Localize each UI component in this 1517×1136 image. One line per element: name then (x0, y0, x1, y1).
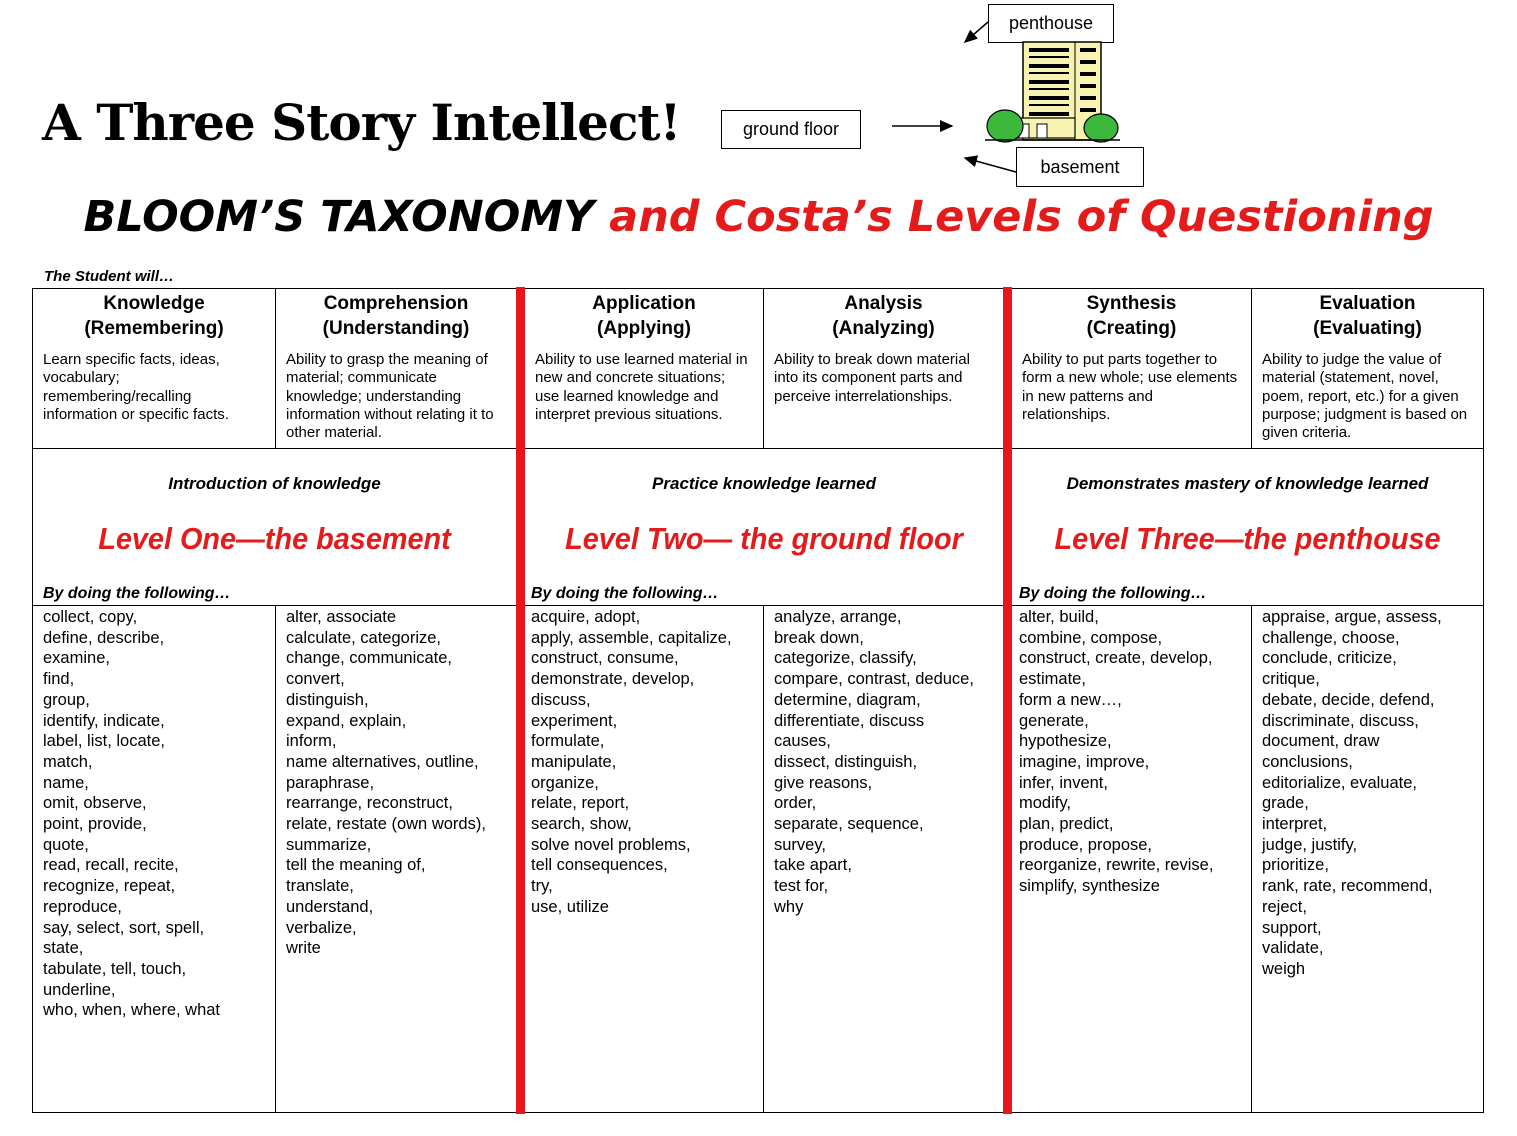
page-title: A Three Story Intellect! (42, 93, 681, 152)
list-item: modify, (1019, 794, 1071, 813)
list-item: debate, decide, defend, (1262, 690, 1435, 709)
column-evaluation (1252, 289, 1483, 442)
list-item: calculate, categorize, (286, 628, 442, 647)
list-item: take apart, (774, 856, 852, 875)
verbs-synthesis (1009, 607, 1251, 897)
column-alt-name: (Remembering) (84, 318, 224, 339)
list-item: editorialize, evaluate, (1262, 773, 1418, 792)
level-two-intro: Practice knowledge learned (652, 474, 876, 493)
list-item: acquire, adopt, (531, 608, 641, 626)
level-three-by-doing: By doing the following… (1019, 585, 1207, 602)
list-item: omit, observe, (43, 794, 147, 813)
list-item: conclude, criticize, (1262, 649, 1397, 668)
list-item: reproduce, (43, 897, 122, 916)
list-item: form a new…, (1019, 690, 1122, 709)
list-item: prioritize, (1262, 856, 1329, 875)
list-item: judge, justify, (1262, 835, 1358, 854)
list-item: search, show, (531, 815, 632, 834)
basement-label: basement (1016, 147, 1144, 187)
level-one-intro: Introduction of knowledge (168, 474, 381, 493)
subtitle-costa: and Costa’s Levels of Questioning (594, 192, 1434, 242)
list-item: relate, report, (531, 794, 630, 813)
list-item: break down, (774, 628, 864, 647)
list-item: label, list, locate, (43, 732, 165, 751)
column-name: Analysis (844, 293, 923, 314)
list-item: grade, (1262, 794, 1309, 813)
list-item: define, describe, (43, 628, 165, 647)
list-item: order, (774, 794, 817, 813)
verbs-analysis (764, 607, 1003, 918)
level-one-title: Level One—the basement (98, 521, 451, 556)
list-item: manipulate, (531, 752, 617, 771)
list-item: group, (43, 690, 90, 709)
list-item: combine, compose, (1019, 628, 1163, 647)
student-will-label: The Student will… (44, 268, 174, 285)
list-item: tell the meaning of, (286, 856, 426, 875)
list-item: interpret, (1262, 815, 1328, 834)
list-item: simplify, synthesize (1019, 877, 1160, 896)
column-analysis (764, 289, 1003, 406)
verbs-knowledge (33, 607, 275, 1021)
list-item: weigh (1262, 959, 1306, 978)
list-item: understand, (286, 897, 374, 916)
list-item: separate, sequence, (774, 815, 924, 834)
column-alt-name: (Creating) (1086, 318, 1177, 339)
list-item: discuss, (531, 690, 591, 709)
list-item: estimate, (1019, 670, 1086, 689)
column-alt-name: (Applying) (597, 318, 691, 339)
list-item: use, utilize (531, 897, 609, 916)
list-item: construct, create, develop, (1019, 649, 1213, 668)
list-item: challenge, choose, (1262, 628, 1400, 647)
list-item: read, recall, recite, (43, 856, 179, 875)
column-description: Ability to put parts together to form a new whole; use elements in new patterns and relationships. (1022, 351, 1238, 423)
verbs-evaluation (1252, 607, 1483, 980)
list-item: discriminate, discuss, (1262, 711, 1419, 730)
column-alt-name: (Analyzing) (832, 318, 935, 339)
column-description: Ability to judge the value of material (statement, novel, poem, report, etc.) for a given purpose; judgment is based on given criteria. (1262, 351, 1468, 442)
column-name: Synthesis (1086, 293, 1177, 314)
list-item: generate, (1019, 711, 1089, 730)
column-name: Evaluation (1319, 293, 1416, 314)
verbs-comprehension (276, 607, 516, 959)
list-item: point, provide, (43, 815, 147, 834)
list-item: demonstrate, develop, (531, 670, 695, 689)
list-item: compare, contrast, deduce, (774, 670, 974, 689)
list-item: causes, (774, 732, 831, 751)
column-name: Application (592, 293, 696, 314)
list-item: change, communicate, (286, 649, 453, 668)
column-description: Learn specific facts, ideas, vocabulary; remembering/recalling information or specific facts. (43, 351, 229, 423)
list-item: translate, (286, 877, 354, 896)
list-item: summarize, (286, 835, 372, 854)
column-knowledge (33, 289, 275, 424)
level-three-title: Level Three—the penthouse (1054, 521, 1441, 556)
list-item: rearrange, reconstruct, (286, 794, 453, 813)
list-item: construct, consume, (531, 649, 679, 668)
list-item: state, (43, 939, 84, 958)
list-item: hypothesize, (1019, 732, 1112, 751)
list-item: support, (1262, 918, 1322, 937)
level-two-by-doing: By doing the following… (531, 585, 719, 602)
list-item: match, (43, 752, 93, 771)
list-item: underline, (43, 980, 116, 999)
level-three-intro: Demonstrates mastery of knowledge learned (1066, 474, 1429, 493)
column-description: Ability to use learned material in new and concrete situations; use learned knowledge and interpret previous situations. (535, 351, 748, 423)
list-item: tell consequences, (531, 856, 668, 875)
subtitle-bloom: BLOOM’S TAXONOMY (83, 192, 595, 242)
list-item: alter, build, (1019, 608, 1099, 626)
list-item: rank, rate, recommend, (1262, 877, 1433, 896)
list-item: say, select, sort, spell, (43, 918, 205, 937)
list-item: experiment, (531, 711, 618, 730)
list-item: name alternatives, outline, (286, 752, 479, 771)
list-item: quote, (43, 835, 89, 854)
list-item: survey, (774, 835, 826, 854)
list-item: determine, diagram, (774, 690, 921, 709)
list-item: expand, explain, (286, 711, 407, 730)
list-item: categorize, classify, (774, 649, 917, 668)
column-synthesis (1012, 289, 1251, 424)
arrow-icon (0, 0, 1517, 200)
list-item: dissect, distinguish, (774, 752, 918, 771)
list-item: reorganize, rewrite, revise, (1019, 856, 1214, 875)
column-description: Ability to grasp the meaning of material; communicate knowledge; understanding information without relating it to other material. (286, 351, 494, 442)
list-item: recognize, repeat, (43, 877, 176, 896)
list-item: alter, associate (286, 608, 397, 626)
taxonomy-table (32, 288, 1484, 1113)
column-alt-name: (Understanding) (322, 318, 470, 339)
column-description: Ability to break down material into its component parts and perceive interrelationships. (774, 351, 970, 405)
subtitle (0, 192, 1517, 242)
column-alt-name: (Evaluating) (1313, 318, 1422, 339)
list-item: imagine, improve, (1019, 752, 1150, 771)
list-item: test for, (774, 877, 829, 896)
list-item: analyze, arrange, (774, 608, 902, 626)
column-application (525, 289, 763, 424)
list-item: examine, (43, 649, 110, 668)
list-item: plan, predict, (1019, 815, 1114, 834)
list-item: reject, (1262, 897, 1307, 916)
list-item: collect, copy, (43, 608, 138, 626)
list-item: distinguish, (286, 690, 369, 709)
list-item: validate, (1262, 939, 1324, 958)
list-item: conclusions, (1262, 752, 1353, 771)
list-item: who, when, where, what (43, 1001, 221, 1020)
column-name: Knowledge (103, 293, 205, 314)
list-item: appraise, argue, assess, (1262, 608, 1442, 626)
verbs-application (521, 607, 763, 918)
building-icon (985, 40, 1120, 143)
column-comprehension (276, 289, 516, 442)
list-item: give reasons, (774, 773, 873, 792)
list-item: formulate, (531, 732, 605, 751)
column-name: Comprehension (323, 293, 469, 314)
list-item: name, (43, 773, 89, 792)
list-item: document, draw (1262, 732, 1380, 751)
list-item: why (774, 897, 804, 916)
list-item: differentiate, discuss (774, 711, 925, 730)
list-item: inform, (286, 732, 337, 751)
list-item: tabulate, tell, touch, (43, 959, 187, 978)
list-item: organize, (531, 773, 599, 792)
list-item: convert, (286, 670, 345, 689)
penthouse-label: penthouse (988, 4, 1114, 43)
list-item: apply, assemble, capitalize, (531, 628, 732, 647)
level-one-by-doing: By doing the following… (43, 585, 231, 602)
list-item: identify, indicate, (43, 711, 165, 730)
list-item: relate, restate (own words), (286, 815, 486, 834)
list-item: produce, propose, (1019, 835, 1153, 854)
list-item: verbalize, (286, 918, 357, 937)
list-item: critique, (1262, 670, 1320, 689)
list-item: find, (43, 670, 75, 689)
list-item: try, (531, 877, 553, 896)
list-item: solve novel problems, (531, 835, 691, 854)
list-item: paraphrase, (286, 773, 375, 792)
ground-floor-label: ground floor (721, 110, 861, 149)
list-item: infer, invent, (1019, 773, 1108, 792)
level-two-title: Level Two— the ground floor (565, 521, 963, 556)
list-item: write (286, 939, 321, 958)
